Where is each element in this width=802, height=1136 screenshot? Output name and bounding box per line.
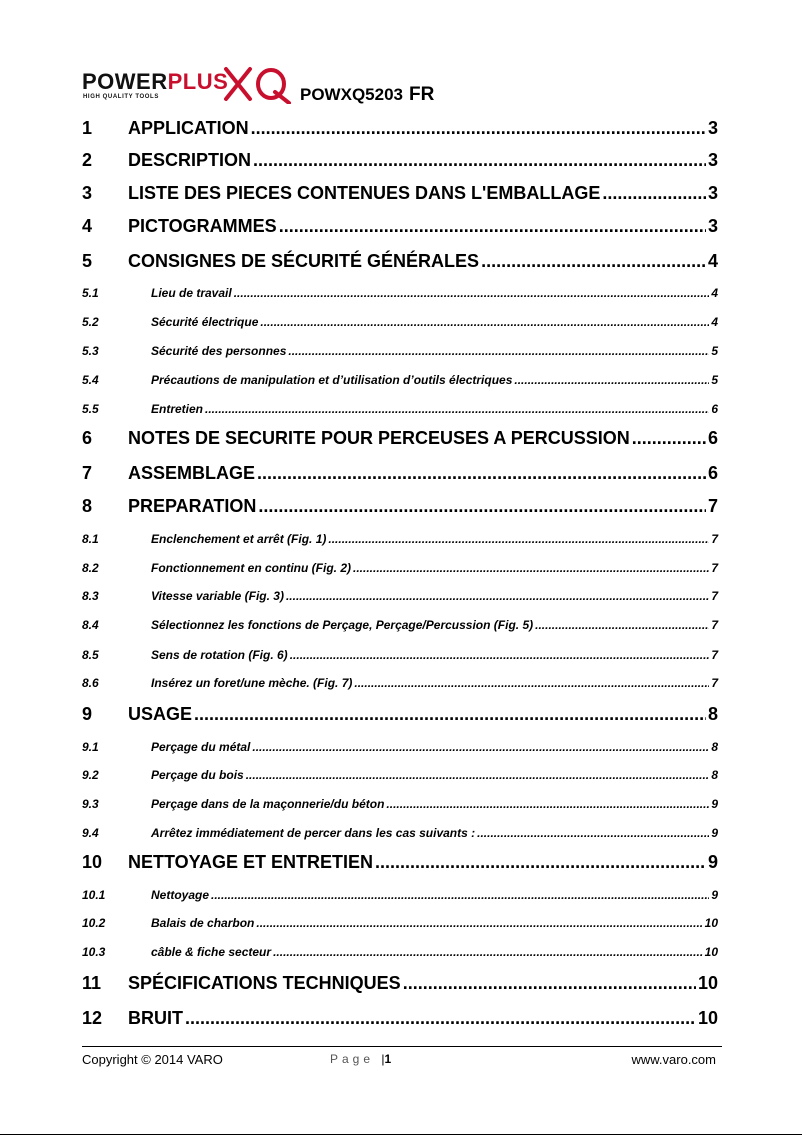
- toc-entry-number: 10.1: [82, 888, 106, 902]
- model-label: [300, 84, 434, 106]
- toc-entry-number: 9.1: [82, 740, 99, 754]
- toc-entry-page: 9: [711, 888, 718, 902]
- toc-leader-dots: [260, 315, 709, 329]
- toc-entry-page: 4: [707, 251, 718, 271]
- toc-entry-number: 10: [82, 852, 103, 872]
- page-header: [82, 68, 722, 108]
- toc-entry-page: 7: [711, 561, 718, 575]
- toc-entry-page: 9: [711, 826, 718, 840]
- toc-entry-number: 8: [82, 496, 93, 516]
- toc-entry[interactable]: [82, 373, 718, 387]
- toc-entry-title: Sécurité électrique: [151, 315, 259, 329]
- toc-entry-page: 8: [707, 704, 718, 724]
- toc-entry[interactable]: [82, 618, 718, 632]
- toc-leader-dots: [279, 216, 706, 237]
- toc-entry-title: CONSIGNES DE SÉCURITÉ GÉNÉRALES: [128, 251, 480, 271]
- toc-entry-page: 3: [707, 216, 718, 236]
- toc-leader-dots: [185, 1008, 696, 1029]
- toc-entry-title: USAGE: [128, 704, 193, 724]
- toc-entry[interactable]: [82, 183, 718, 204]
- toc-entry-number: 9.4: [82, 826, 99, 840]
- toc-entry-title: NOTES DE SECURITE POUR PERCEUSES A PERCUSSION: [128, 428, 630, 448]
- toc-entry[interactable]: [82, 973, 718, 994]
- toc-entry[interactable]: [82, 916, 718, 930]
- toc-entry[interactable]: [82, 676, 718, 690]
- toc-entry-title: PICTOGRAMMES: [128, 216, 277, 236]
- toc-entry-title: Entretien: [151, 402, 204, 416]
- toc-entry-page: 9: [711, 797, 718, 811]
- toc-entry-number: 5: [82, 251, 93, 271]
- toc-entry-title: Lieu de travail: [151, 286, 232, 300]
- toc-entry[interactable]: [82, 286, 718, 300]
- toc-entry-number: 5.1: [82, 286, 99, 300]
- toc-leader-dots: [481, 251, 706, 272]
- toc-leader-dots: [273, 945, 703, 959]
- toc-entry-title: Arrêtez immédiatement de percer dans les cas suivants :: [151, 826, 476, 840]
- page-indicator: [330, 1052, 391, 1066]
- toc-entry-page: 10: [704, 916, 718, 930]
- toc-leader-dots: [288, 344, 709, 358]
- logo-tagline: HIGH QUALITY TOOLS: [83, 94, 159, 100]
- toc-entry[interactable]: [82, 463, 718, 484]
- toc-leader-dots: [375, 852, 706, 873]
- toc-entry-number: 5.4: [82, 373, 99, 387]
- toc-entry-number: 11: [82, 973, 102, 993]
- toc-entry-number: 8.5: [82, 648, 99, 662]
- toc-leader-dots: [234, 286, 710, 300]
- toc-entry[interactable]: [82, 648, 718, 662]
- toc-leader-dots: [252, 740, 709, 754]
- toc-entry-number: 9: [82, 704, 93, 724]
- toc-leader-dots: [386, 797, 709, 811]
- toc-entry-number: 1: [82, 118, 93, 138]
- toc-leader-dots: [477, 826, 709, 840]
- toc-entry-title: DESCRIPTION: [128, 150, 252, 170]
- toc-entry[interactable]: [82, 797, 718, 811]
- footer-divider: [82, 1046, 722, 1047]
- toc-entry[interactable]: [82, 315, 718, 329]
- toc-entry-number: 12: [82, 1008, 103, 1028]
- toc-entry-title: Balais de charbon: [151, 916, 255, 930]
- toc-entry-page: 6: [707, 428, 718, 448]
- toc-entry-title: Perçage dans de la maçonnerie/du béton: [151, 797, 385, 811]
- toc-entry-page: 10: [697, 1008, 718, 1028]
- toc-entry[interactable]: [82, 251, 718, 272]
- toc-entry[interactable]: [82, 532, 718, 546]
- toc-entry-page: 4: [711, 315, 718, 329]
- toc-leader-dots: [328, 532, 709, 546]
- toc-entry[interactable]: [82, 852, 718, 873]
- toc-entry-number: 7: [82, 463, 93, 483]
- toc-entry[interactable]: [82, 768, 718, 782]
- toc-leader-dots: [290, 648, 710, 662]
- toc-leader-dots: [354, 676, 709, 690]
- toc-entry-page: 10: [697, 973, 718, 993]
- toc-entry-page: 5: [711, 344, 718, 358]
- toc-entry[interactable]: [82, 704, 718, 725]
- toc-entry-page: 10: [704, 945, 718, 959]
- toc-entry[interactable]: [82, 118, 718, 139]
- toc-entry[interactable]: [82, 561, 718, 575]
- toc-entry-number: 8.2: [82, 561, 99, 575]
- toc-entry[interactable]: [82, 428, 718, 449]
- toc-entry[interactable]: [82, 945, 718, 959]
- toc-entry-title: Sélectionnez les fonctions de Perçage, Perçage/Percussion (Fig. 5): [151, 618, 534, 632]
- toc-entry[interactable]: [82, 740, 718, 754]
- toc-entry-number: 8.1: [82, 532, 99, 546]
- toc-entry-number: 8.6: [82, 676, 99, 690]
- toc-leader-dots: [257, 463, 706, 484]
- page-bottom-border: [0, 1134, 802, 1135]
- toc-entry-title: Vitesse variable (Fig. 3): [151, 589, 284, 603]
- logo-plus-text: PLUS: [167, 69, 229, 94]
- toc-leader-dots: [514, 373, 709, 387]
- toc-entry-page: 7: [711, 676, 718, 690]
- model-number: POWXQ5203: [300, 85, 403, 104]
- toc-entry-title: SPÉCIFICATIONS TECHNIQUES: [128, 973, 401, 993]
- toc-entry[interactable]: [82, 344, 718, 358]
- toc-entry-page: 3: [707, 118, 718, 138]
- toc-entry[interactable]: [82, 216, 718, 237]
- toc-leader-dots: [602, 183, 706, 204]
- toc-leader-dots: [535, 618, 709, 632]
- toc-entry-page: 7: [711, 618, 718, 632]
- toc-leader-dots: [251, 118, 706, 139]
- toc-entry-title: Perçage du bois: [151, 768, 244, 782]
- page-number: 1: [384, 1052, 392, 1066]
- toc-leader-dots: [256, 916, 702, 930]
- toc-entry-page: 3: [707, 150, 718, 170]
- toc-entry-title: PREPARATION: [128, 496, 257, 516]
- toc-entry[interactable]: [82, 1008, 718, 1029]
- toc-entry-title: NETTOYAGE ET ENTRETIEN: [128, 852, 374, 872]
- toc-entry[interactable]: [82, 402, 718, 416]
- toc-entry-title: Perçage du métal: [151, 740, 251, 754]
- toc-entry-number: 6: [82, 428, 93, 448]
- toc-entry-number: 9.2: [82, 768, 99, 782]
- xq-logo-icon: [223, 66, 295, 104]
- toc-entry-page: 3: [707, 183, 718, 203]
- toc-entry[interactable]: [82, 150, 718, 171]
- toc-entry-page: 9: [707, 852, 718, 872]
- toc-leader-dots: [286, 589, 709, 603]
- toc-entry-page: 6: [711, 402, 718, 416]
- toc-leader-dots: [403, 973, 696, 994]
- toc-leader-dots: [205, 402, 709, 416]
- toc-leader-dots: [632, 428, 706, 449]
- website-link[interactable]: www.varo.com: [631, 1052, 716, 1067]
- toc-leader-dots: [211, 888, 709, 902]
- language-code: FR: [409, 84, 435, 105]
- copyright-text: Copyright © 2014 VARO: [82, 1052, 223, 1067]
- toc-entry-title: Enclenchement et arrêt (Fig. 1): [151, 532, 327, 546]
- toc-entry-page: 7: [711, 532, 718, 546]
- toc-leader-dots: [353, 561, 709, 575]
- toc-entry[interactable]: [82, 589, 718, 603]
- toc-entry-page: 6: [707, 463, 718, 483]
- toc-entry-page: 8: [711, 740, 718, 754]
- toc-entry-number: 2: [82, 150, 93, 170]
- toc-entry-number: 3: [82, 183, 93, 203]
- toc-leader-dots: [194, 704, 706, 725]
- toc-entry-title: Précautions de manipulation et d’utilisation d’outils électriques: [151, 373, 513, 387]
- toc-entry-number: 10.3: [82, 945, 106, 959]
- toc-entry-title: BRUIT: [128, 1008, 183, 1028]
- toc-entry-page: 7: [711, 648, 718, 662]
- toc-entry-title: Fonctionnement en continu (Fig. 2): [151, 561, 351, 575]
- toc-entry[interactable]: [82, 888, 718, 902]
- toc-entry[interactable]: [82, 496, 718, 517]
- toc-entry-number: 8.4: [82, 618, 99, 632]
- toc-entry-number: 5.2: [82, 315, 99, 329]
- toc-entry-number: 10.2: [82, 916, 106, 930]
- logo-power-text: POWER: [82, 69, 168, 94]
- page-separator: |: [381, 1052, 385, 1066]
- toc-entry-title: APPLICATION: [128, 118, 249, 138]
- toc-entry-number: 5.5: [82, 402, 99, 416]
- toc-entry-page: 7: [711, 589, 718, 603]
- toc-entry-title: LISTE DES PIECES CONTENUES DANS L'EMBALLAGE: [128, 183, 601, 203]
- toc-leader-dots: [246, 768, 710, 782]
- toc-entry-number: 5.3: [82, 344, 99, 358]
- toc-entry-number: 9.3: [82, 797, 99, 811]
- page-label: Page: [330, 1052, 375, 1066]
- page-footer: [82, 1052, 716, 1070]
- toc-entry-title: Sens de rotation (Fig. 6): [151, 648, 288, 662]
- toc-leader-dots: [253, 150, 706, 171]
- toc-entry[interactable]: [82, 826, 718, 840]
- toc-entry-title: câble & fiche secteur: [151, 945, 272, 959]
- toc-entry-page: 4: [711, 286, 718, 300]
- toc-entry-number: 4: [82, 216, 93, 236]
- toc-entry-page: 8: [711, 768, 718, 782]
- toc-entry-page: 7: [707, 496, 718, 516]
- toc-entry-page: 5: [711, 373, 718, 387]
- toc-entry-number: 8.3: [82, 589, 99, 603]
- toc-entry-title: ASSEMBLAGE: [128, 463, 256, 483]
- toc-entry-title: Nettoyage: [151, 888, 210, 902]
- toc-entry-title: Insérez un foret/une mèche. (Fig. 7): [151, 676, 353, 690]
- toc-entry-title: Sécurité des personnes: [151, 344, 287, 358]
- toc-leader-dots: [258, 496, 706, 517]
